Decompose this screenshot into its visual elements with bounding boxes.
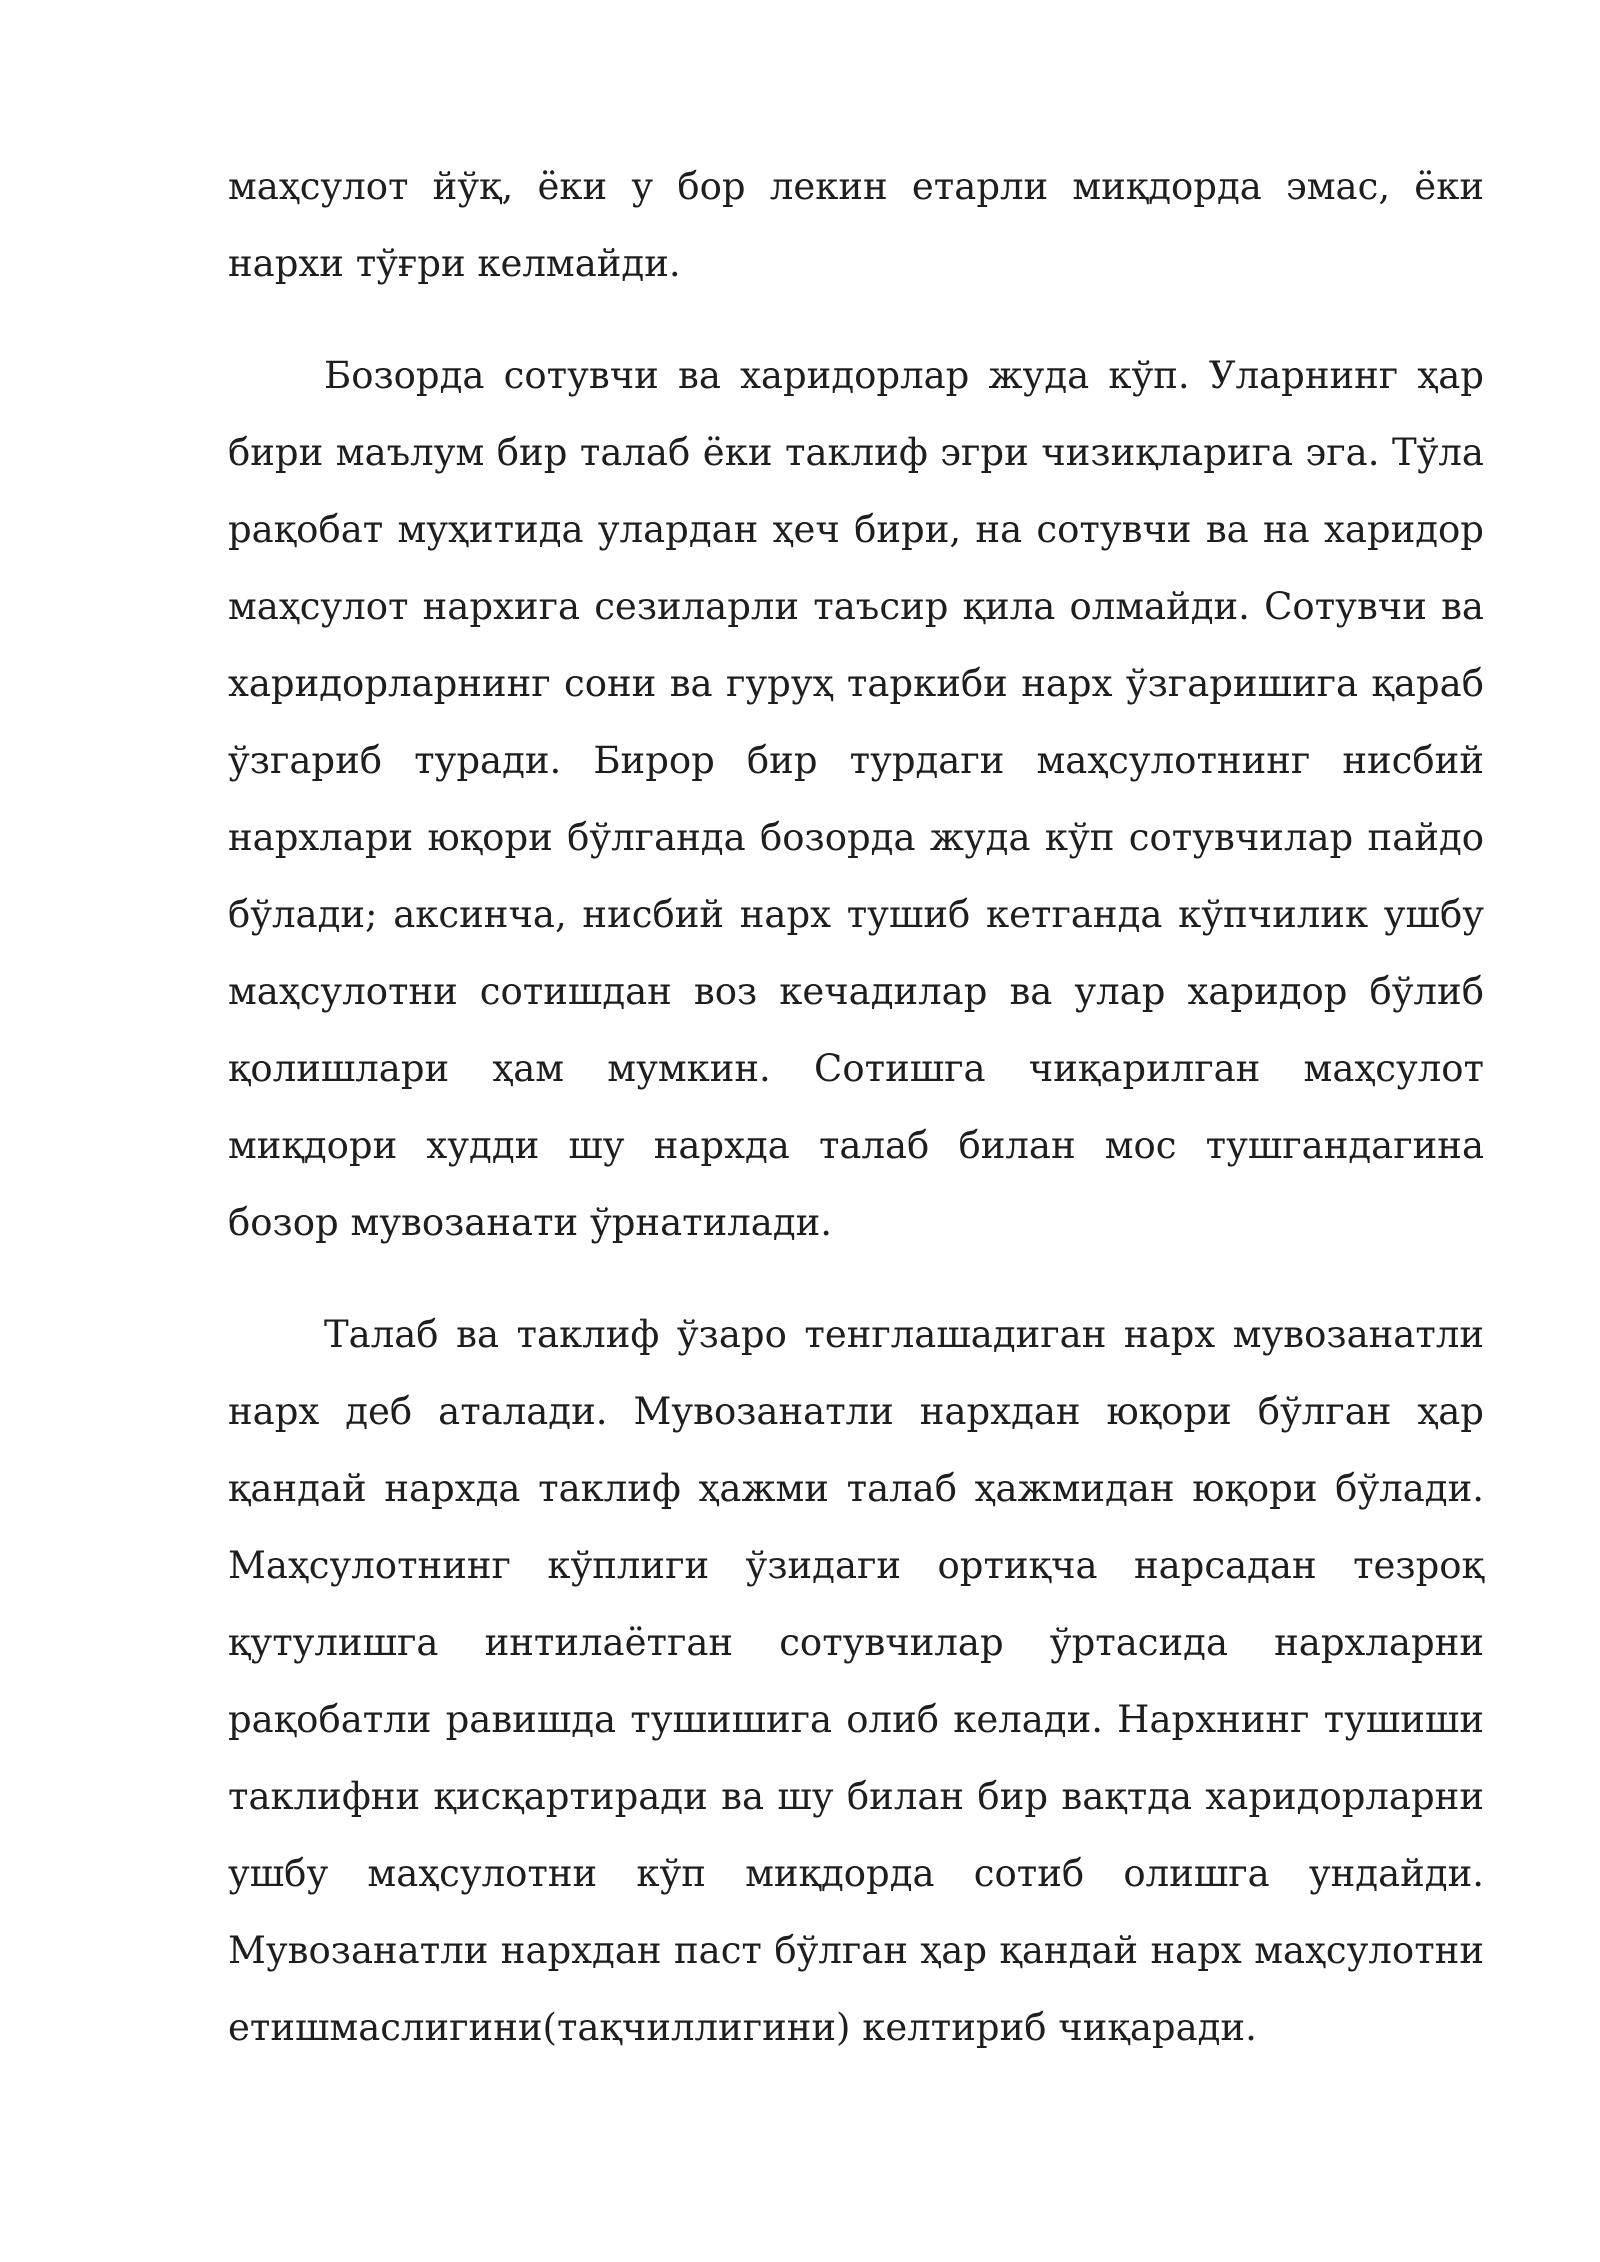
paragraph-market-participants: Бозорда сотувчи ва харидорлар жуда кўп. Уларнинг ҳар бири маълум бир талаб ёки таклиф эгри чизиқларига эга. Тўла рақобат муҳитида улардан ҳеч бири, на сотувчи ва на харидор маҳсулот нархига сезиларли таъсир қила олмайди. Сотувчи ва харидорларнинг сони ва гуруҳ таркиби нарх ўзгаришига қараб ўзгариб туради. Бирор бир турдаги маҳсулотнинг нисбий нархлари юқори бўлганда бозорда жуда кўп сотувчилар пайдо бўлади; аксинча, нисбий нарх тушиб кетганда кўпчилик ушбу маҳсулотни сотишдан воз кечадилар ва улар харидор бўлиб қолишлари ҳам мумкин. Сотишга чиқарилган маҳсулот миқдори худди шу нархда талаб билан мос тушгандагина бозор мувозанати ўрнатилади. bbox=[228, 354, 1484, 1244]
document-body bbox=[228, 148, 1484, 2066]
paragraph-equilibrium-price: Талаб ва таклиф ўзаро тенглашадиган нарх мувозанатли нарх деб аталади. Мувозанатли нархдан юқори бўлган ҳар қандай нархда таклиф ҳажми талаб ҳажмидан юқори бўлади. Маҳсулотнинг кўплиги ўзидаги ортиқча нарсадан тезроқ қутулишга интилаётган сотувчилар ўртасида нархларни рақобатли равишда тушишига олиб келади. Нархнинг тушиши таклифни қисқартиради ва шу билан бир вақтда харидорларни ушбу маҳсулотни кўп миқдорда сотиб олишга ундайди. Мувозанатли нархдан паст бўлган ҳар қандай нарх маҳсулотни етишмаслигини(тақчиллигини) келтириб чиқаради. bbox=[228, 1313, 1484, 2049]
paragraph-continuation: маҳсулот йўқ, ёки у бор лекин етарли миқдорда эмас, ёки нархи тўғри келмайди. bbox=[228, 165, 1484, 285]
